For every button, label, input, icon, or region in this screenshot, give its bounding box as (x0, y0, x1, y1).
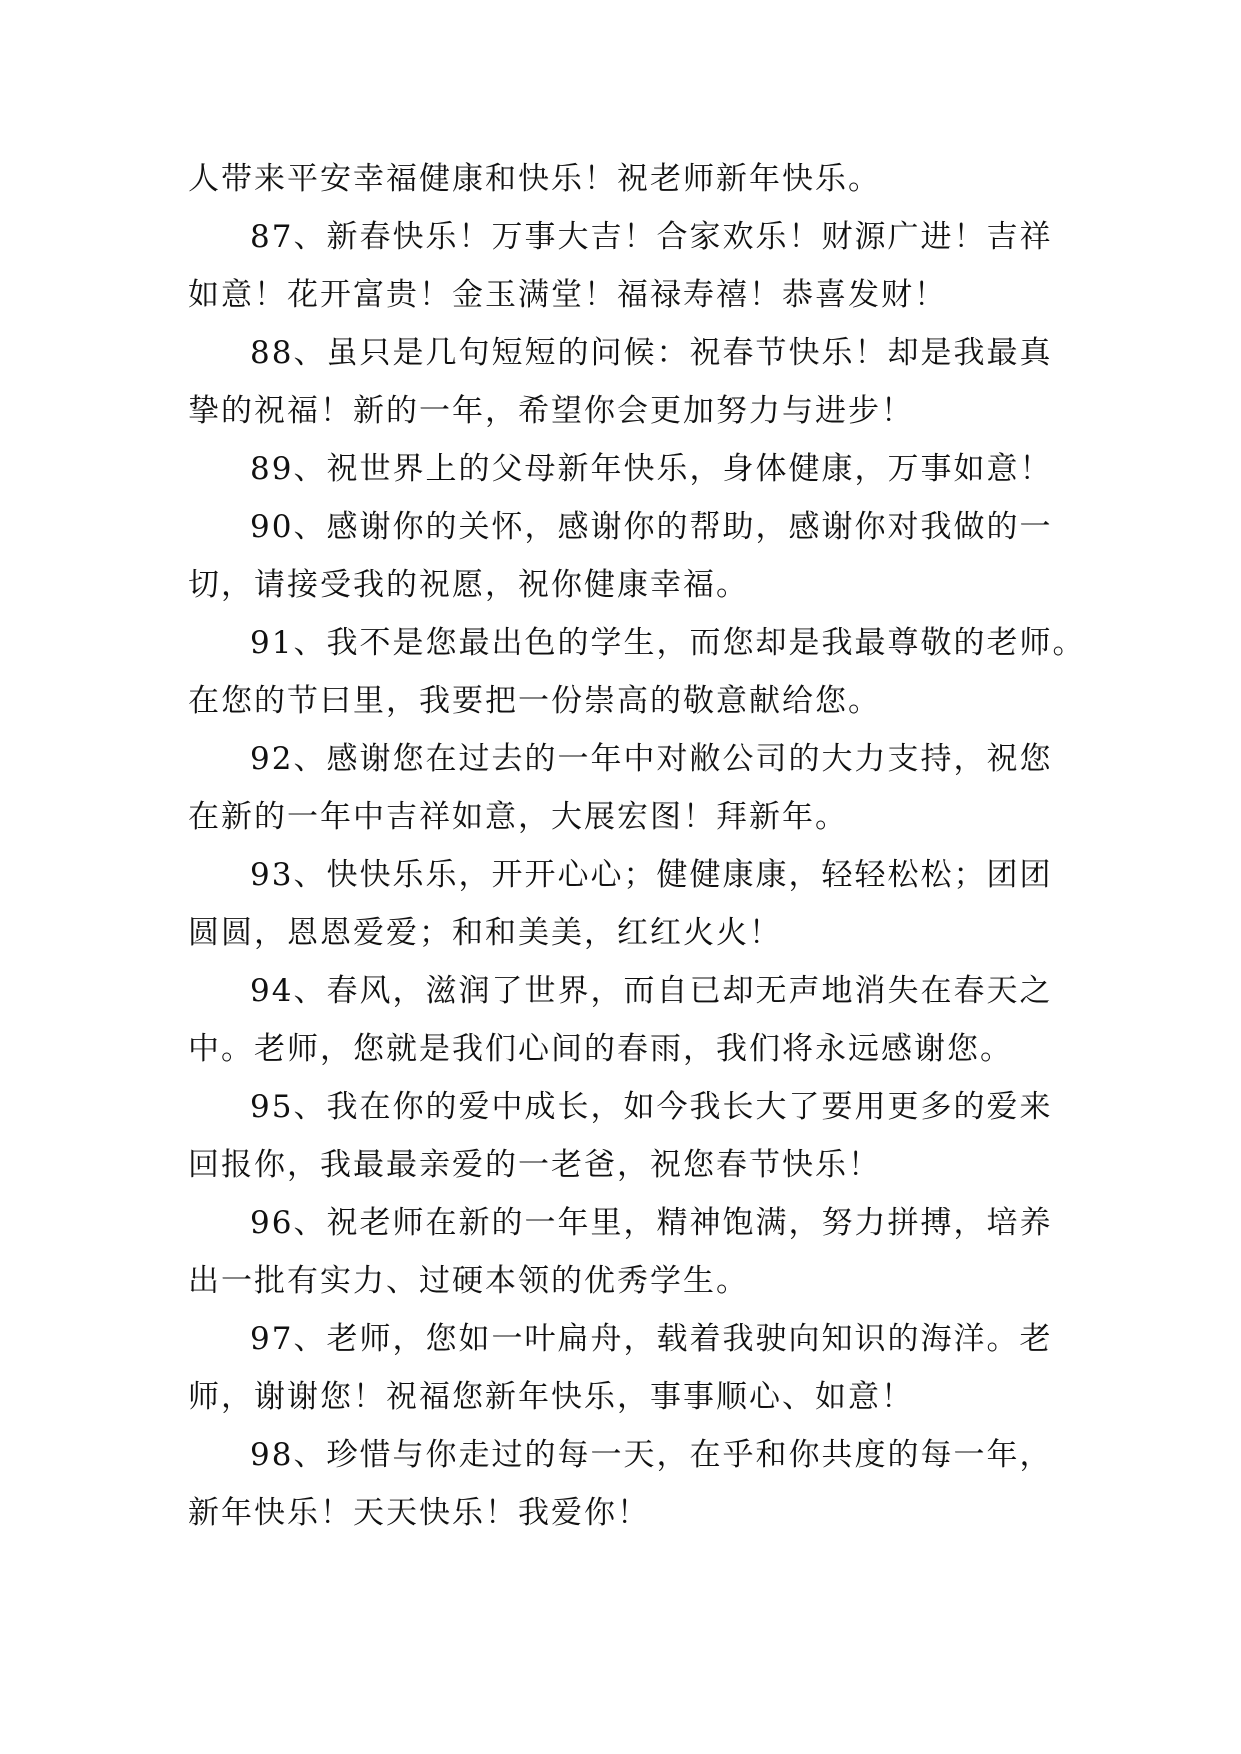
text-line: 92、感谢您在过去的一年中对敝公司的大力支持，祝您 (250, 741, 1053, 777)
paragraph-98 (188, 1426, 1053, 1542)
text-line: 师，谢谢您！祝福您新年快乐，事事顺心、如意！ (188, 1379, 914, 1415)
text-line: 如意！花开富贵！金玉满堂！福禄寿禧！恭喜发财！ (188, 277, 947, 313)
text-line: 挚的祝福！新的一年，希望你会更加努力与进步！ (188, 393, 914, 429)
text-line: 人带来平安幸福健康和快乐！祝老师新年快乐。 (188, 161, 881, 197)
text-line: 91、我不是您最出色的学生，而您却是我最尊敬的老师。 (250, 625, 1086, 661)
text-line: 98、珍惜与你走过的每一天，在乎和你共度的每一年， (250, 1437, 1053, 1473)
text-line: 88、虽只是几句短短的问候：祝春节快乐！却是我最真 (250, 335, 1053, 371)
paragraph-89 (188, 440, 1053, 498)
text-line: 97、老师，您如一叶扁舟，载着我驶向知识的海洋。老 (250, 1321, 1053, 1357)
text-line: 出一批有实力、过硬本领的优秀学生。 (188, 1263, 749, 1299)
text-line: 回报你，我最最亲爱的一老爸，祝您春节快乐！ (188, 1147, 881, 1183)
text-line: 新年快乐！天天快乐！我爱你！ (188, 1495, 650, 1531)
paragraph-91 (188, 614, 1086, 730)
paragraph-95 (188, 1078, 1053, 1194)
text-line: 94、春风，滋润了世界，而自已却无声地消失在春天之 (250, 973, 1053, 1009)
paragraph-92 (188, 730, 1053, 846)
paragraph-96 (188, 1194, 1053, 1310)
text-line: 87、新春快乐！万事大吉！合家欢乐！财源广进！吉祥 (250, 219, 1053, 255)
paragraph-94 (188, 962, 1053, 1078)
paragraph-88 (188, 324, 1053, 440)
text-line: 90、感谢你的关怀，感谢你的帮助，感谢你对我做的一 (250, 509, 1053, 545)
paragraph-90 (188, 498, 1053, 614)
text-line: 93、快快乐乐，开开心心；健健康康，轻轻松松；团团 (250, 857, 1053, 893)
text-line: 圆圆，恩恩爱爱；和和美美，红红火火！ (188, 915, 782, 951)
text-line: 在您的节曰里，我要把一份崇高的敬意献给您。 (188, 683, 881, 719)
text-line: 96、祝老师在新的一年里，精神饱满，努力拼搏，培养 (250, 1205, 1053, 1241)
document-body (188, 150, 1086, 1542)
text-line: 89、祝世界上的父母新年快乐，身体健康，万事如意！ (250, 451, 1053, 487)
text-line: 切，请接受我的祝愿，祝你健康幸福。 (188, 567, 749, 603)
text-line: 95、我在你的爱中成长，如今我长大了要用更多的爱来 (250, 1089, 1053, 1125)
text-line: 在新的一年中吉祥如意，大展宏图！拜新年。 (188, 799, 848, 835)
paragraph-93 (188, 846, 1053, 962)
text-line: 中。老师，您就是我们心间的春雨，我们将永远感谢您。 (188, 1031, 1013, 1067)
paragraph-97 (188, 1310, 1053, 1426)
paragraph-87 (188, 208, 1053, 324)
paragraph-continuation (188, 150, 1048, 208)
